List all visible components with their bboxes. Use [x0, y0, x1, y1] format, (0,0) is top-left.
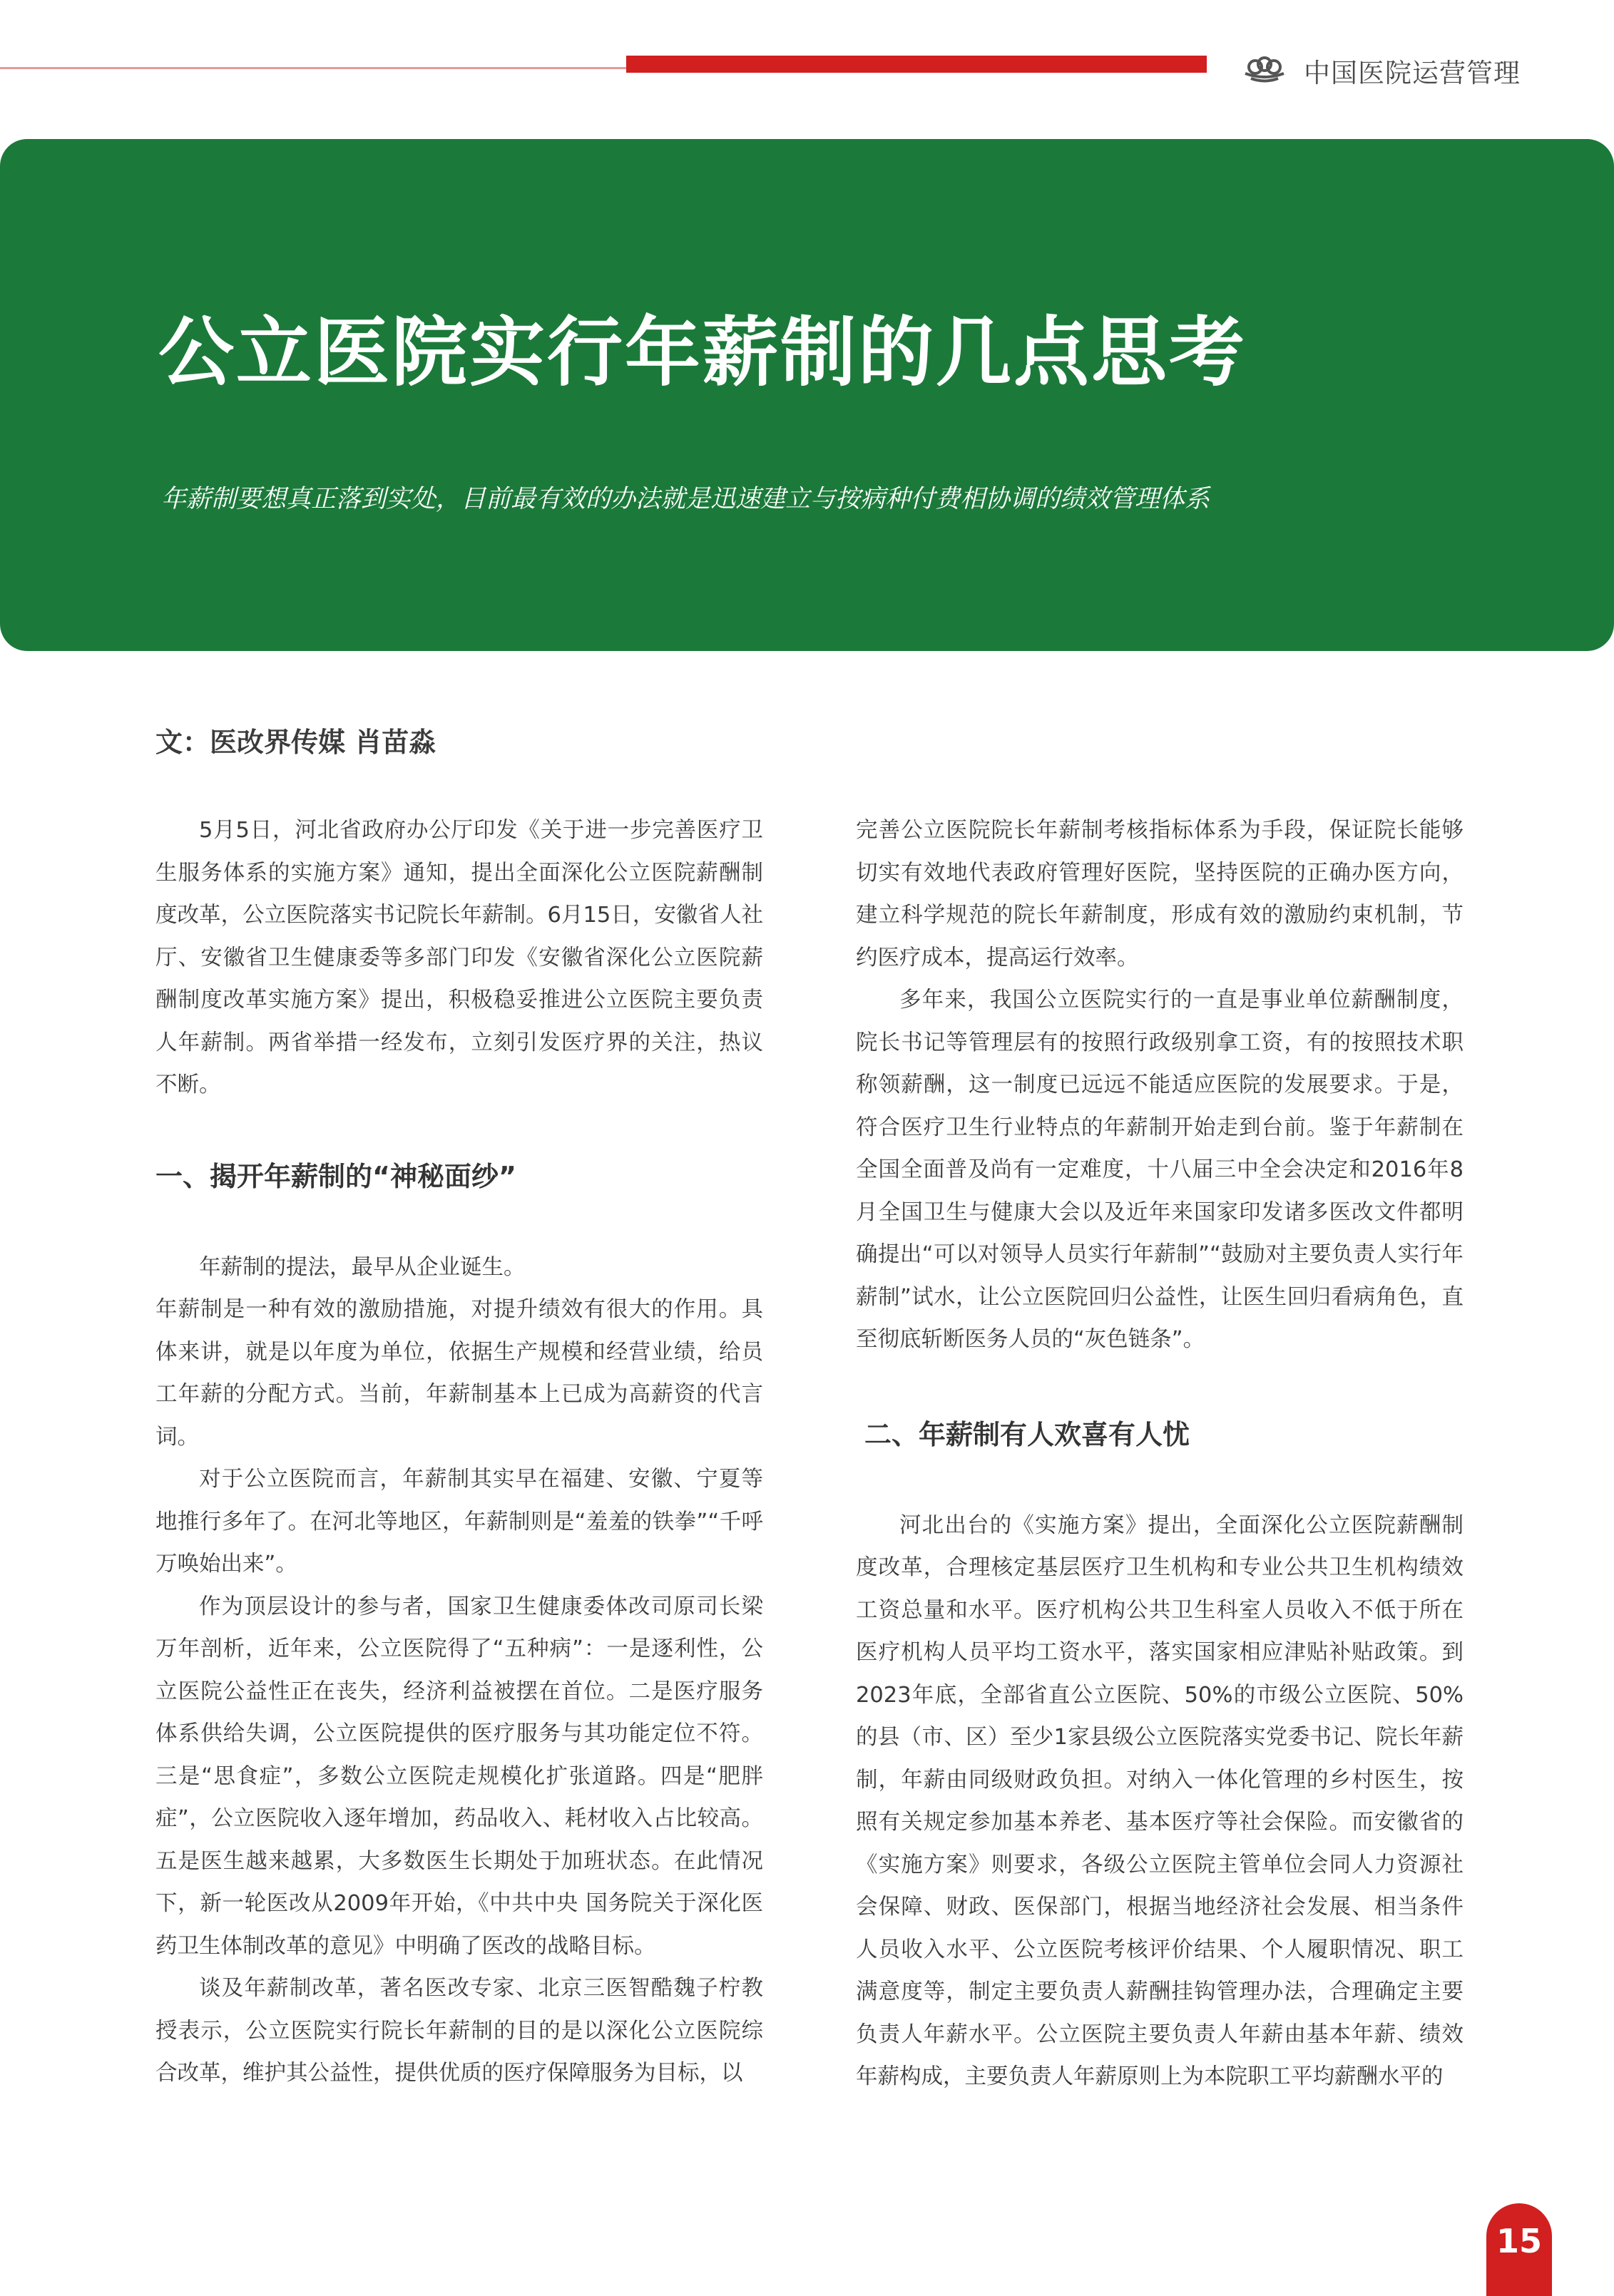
paragraph: 完善公立医院院长年薪制考核指标体系为手段，保证院长能够切实有效地代表政府管理好医院，坚持医院的正确办医方向，建立科学规范的院长年薪制度，形成有效的激励约束机制，节约医疗成本，提高运行效率。 — [856, 818, 1464, 970]
paragraph: 谈及年薪制改革，著名医改专家、北京三医智酷魏子柠教授表示，公立医院实行院长年薪制的目的是以深化公立医院综合改革，维护其公益性，提供优质的医疗保障服务为目标，以 — [155, 1976, 763, 2086]
article-title: 公立医院实行年薪制的几点思考 — [158, 309, 1247, 396]
cloud-logo-icon — [1241, 56, 1288, 85]
paragraph: 年薪制是一种有效的激励措施，对提升绩效有很大的作用。具体来讲，就是以年度为单位，依据生产规模和经营业绩，给员工年薪的分配方式。当前，年薪制基本上已成为高薪资的代言词。 — [155, 1297, 763, 1450]
paragraph: 年薪制的提法，最早从企业诞生。 — [199, 1254, 526, 1280]
section-heading: 二、年薪制有人欢喜有人忧 — [864, 1418, 1190, 1450]
article-byline: 文：医改界传媒 肖苗淼 — [155, 727, 436, 758]
header-thin-line — [0, 67, 628, 69]
brand-name: 中国医院运营管理 — [1304, 58, 1521, 88]
section-heading: 一、揭开年薪制的“神秘面纱” — [155, 1160, 516, 1192]
paragraph: 5月5日，河北省政府办公厅印发《关于进一步完善医疗卫生服务体系的实施方案》通知，提出全面深化公立医院薪酬制度改革，公立医院落实书记院长年薪制。6月15日，安徽省人社厅、安徽省卫生健康委等多部门印发《安徽省深化公立医院薪酬制度改革实施方案》提出，积极稳妥推进公立医院主要负责人年薪制。两省举措一经发布，立刻引发医疗界的关注，热议不断。 — [155, 818, 763, 1097]
paragraph: 作为顶层设计的参与者，国家卫生健康委体改司原司长梁万年剖析，近年来，公立医院得了“五种病”：一是逐利性，公立医院公益性正在丧失，经济利益被摆在首位。二是医疗服务体系供给失调，公立医院提供的医疗服务与其功能定位不符。三是“思食症”，多数公立医院走规模化扩张道路。四是“肥胖症”，公立医院收入逐年增加，药品收入、耗材收入占比较高。五是医生越来越累，大多数医生长期处于加班状态。在此情况下，新一轮医改从2009年开始，《中共中央 国务院关于深化医药卫生体制改革的意见》中明确了医改的战略目标。 — [155, 1594, 763, 1959]
paragraph: 河北出台的《实施方案》提出，全面深化公立医院薪酬制度改革，合理核定基层医疗卫生机构和专业公共卫生机构绩效工资总量和水平。医疗机构公共卫生科室人员收入不低于所在医疗机构人员平均工资水平，落实国家相应津贴补贴政策。到2023年底，全部省直公立医院、50%的市级公立医院、50%的县（市、区）至少1家县级公立医院落实党委书记、院长年薪制，年薪由同级财政负担。对纳入一体化管理的乡村医生，按照有关规定参加基本养老、基本医疗等社会保险。而安徽省的《实施方案》则要求，各级公立医院主管单位会同人力资源社会保障、财政、医保部门，根据当地经济社会发展、相当条件人员收入水平、公立医院考核评价结果、个人履职情况、职工满意度等，制定主要负责人薪酬挂钩管理办法，合理确定主要负责人年薪水平。公立医院主要负责人年薪由基本年薪、绩效年薪构成，主要负责人年薪原则上为本院职工平均薪酬水平的 — [856, 1512, 1464, 2089]
article-subtitle: 年薪制要想真正落到实处，目前最有效的办法就是迅速建立与按病种付费相协调的绩效管理体系 — [161, 485, 1210, 513]
header-red-bar — [626, 56, 1207, 73]
left-column — [155, 809, 763, 2095]
paragraph: 多年来，我国公立医院实行的一直是事业单位薪酬制度，院长书记等管理层有的按照行政级别拿工资，有的按照技术职称领薪酬，这一制度已远远不能适应医院的发展要求。于是，符合医疗卫生行业特点的年薪制开始走到台前。鉴于年薪制在全国全面普及尚有一定难度，十八届三中全会决定和2016年8月全国卫生与健康大会以及近年来国家印发诸多医改文件都明确提出“可以对领导人员实行年薪制”“鼓励对主要负责人实行年薪制”试水，让公立医院回归公益性，让医生回归看病角色，直至彻底斩断医务人员的“灰色链条”。 — [856, 988, 1464, 1352]
right-column — [856, 809, 1464, 2098]
header-brand — [1241, 51, 1521, 90]
page-number: 15 — [1486, 2203, 1552, 2296]
paragraph: 对于公立医院而言，年薪制其实早在福建、安徽、宁夏等地推行多年了。在河北等地区，年薪制则是“羞羞的铁拳”“千呼万唤始出来”。 — [155, 1467, 763, 1577]
